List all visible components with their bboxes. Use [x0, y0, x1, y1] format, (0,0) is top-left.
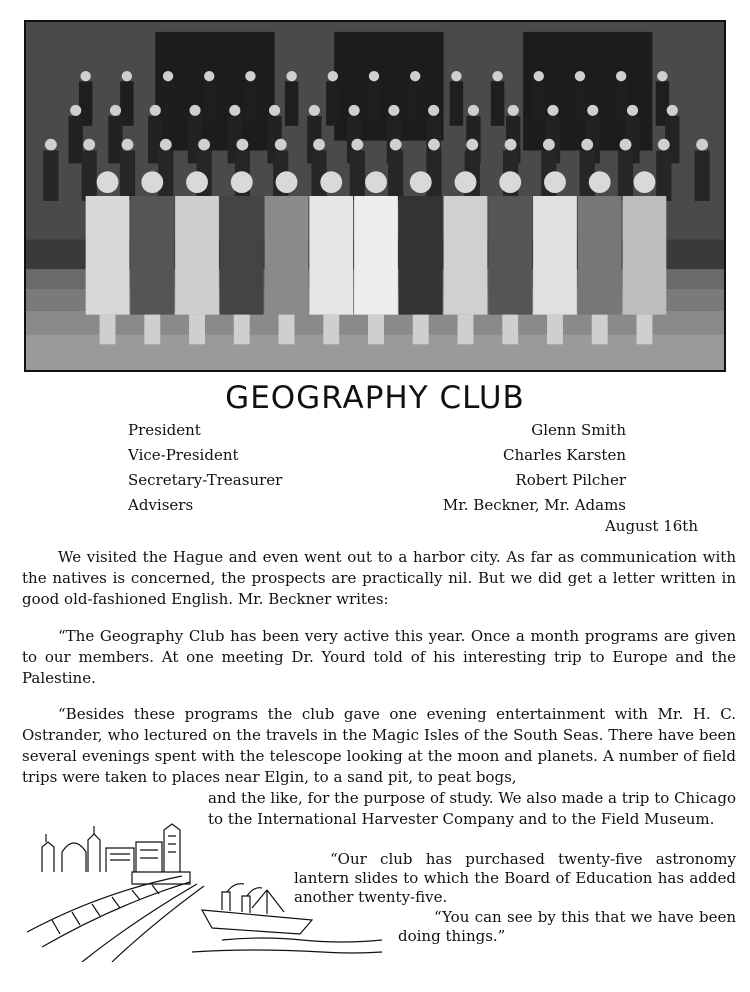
officer-role: Secretary-Treasurer: [128, 471, 283, 489]
officers-list: [128, 418, 698, 539]
officer-row-vice-president: [128, 443, 698, 468]
officer-name: Mr. Beckner, Mr. Adams: [442, 496, 626, 514]
officer-role: President: [128, 421, 201, 439]
officer-name: Charles Karsten: [503, 446, 626, 464]
officer-row-president: [128, 418, 698, 443]
paragraph-programs-continued: and the like, for the purpose of study. We also made a trip to Chicago to the International Harvester Company and to the Field Museum.: [208, 789, 736, 828]
harbor-city-sketch: [22, 812, 392, 962]
group-photo-image: [26, 22, 724, 370]
paragraph-activities: “The Geography Club has been very active this year. Once a month programs are given to our members. At one meeting Dr. Yourd told of his interesting trip to Europe and the Palestine.: [22, 627, 736, 687]
officer-name: Robert Pilcher: [515, 471, 626, 489]
officer-role: Advisers: [128, 496, 194, 514]
group-photo: [24, 20, 726, 372]
paragraph-intro: We visited the Hague and even went out to a harbor city. As far as communication with the natives is concerned, the prospects are practically nil. But we did get a letter written in good old-fashioned English. Mr. Beckner writes:: [22, 548, 736, 608]
page-title: GEOGRAPHY CLUB: [225, 380, 525, 416]
paragraph-programs: “Besides these programs the club gave one evening entertainment with Mr. H. C. Ostrander, who lectured on the travels in the Magic Isles of the South Seas. There have been several evenings spent with the telescope looking at the moon and planets. A number of field trips were taken to places near Elgin, to a sand pit, to peat bogs,: [22, 705, 736, 786]
letter-date: August 16th: [604, 517, 698, 535]
paragraph-closing: “You can see by this that we have been doing things.”: [398, 908, 736, 945]
officer-row-secretary-treasurer: [128, 468, 698, 493]
officer-name: Glenn Smith: [531, 421, 626, 439]
officer-role: Vice-President: [128, 446, 239, 464]
paragraph-lantern-slides: “Our club has purchased twenty-five astronomy lantern slides to which the Board of Education has added another twenty-five.: [294, 850, 736, 906]
